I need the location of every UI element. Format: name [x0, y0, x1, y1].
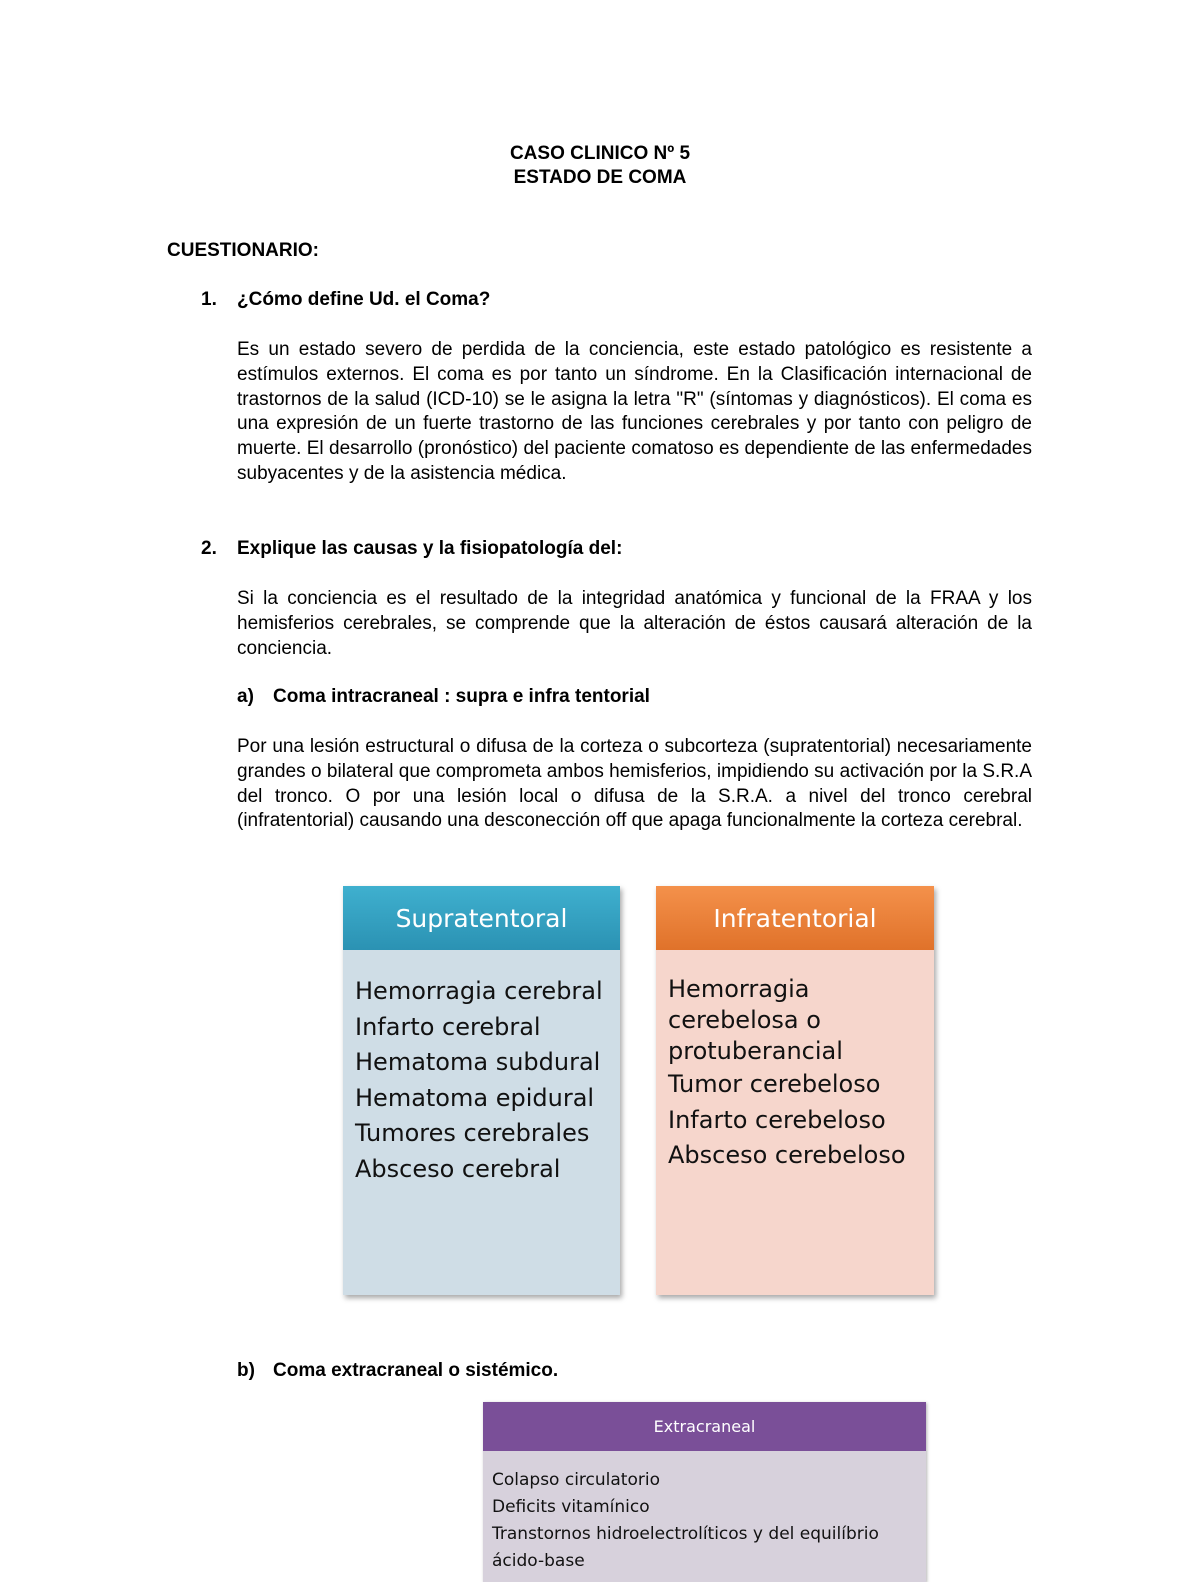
- subsection-title: Coma intracraneal : supra e infra tentorial: [273, 686, 650, 707]
- subsection-a-text: Por una lesión estructural o difusa de la corteza o subcorteza (supratentorial) necesariamente grandes o bilateral que comprometa ambos hemisferios, impidiendo su activación por la S.R.A del tronco. O por una lesión local o difusa de la S.R.A. a nivel del tronco cerebral (infratentorial) causando una desconección off que apaga funcionalmente la corteza cerebral.: [237, 736, 1032, 832]
- list-item: Tumores cerebrales: [355, 1119, 590, 1147]
- list-item: Colapso circulatorio: [492, 1470, 660, 1490]
- subsection-label: a): [237, 686, 254, 707]
- question-number: 2.: [201, 538, 217, 559]
- list-item: Infarto cerebeloso: [668, 1105, 886, 1134]
- question-text: Explique las causas y la fisiopatología del:: [237, 538, 623, 559]
- infratentorial-list: [668, 974, 908, 1174]
- section-heading: CUESTIONARIO:: [167, 240, 319, 261]
- list-item: Deficits vitamínico: [492, 1497, 650, 1517]
- infratentorial-header: Infratentorial: [656, 886, 934, 950]
- subsection-label: b): [237, 1360, 255, 1381]
- document-title: CASO CLINICO Nº 5: [509, 143, 691, 164]
- question-number: 1.: [201, 289, 217, 310]
- list-item: Tumor cerebeloso: [668, 1070, 881, 1098]
- extracraneal-body: [483, 1451, 926, 1582]
- question-text: ¿Cómo define Ud. el Coma?: [237, 289, 491, 310]
- infratentorial-body: [656, 950, 934, 1295]
- answer-1: Es un estado severo de perdida de la conciencia, este estado patológico es resistente a estímulos externos. El coma es por tanto un síndrome. En la Clasificación internacional de trastornos de la salud (ICD-10) se le asigna la letra "R" (síntomas y diagnósticos). El coma es una expresión de un fuerte trastorno de las funciones cerebrales y por tanto con peligro de muerte. El desarrollo (pronóstico) del paciente comatoso es dependiente de las enfermedades subyacentes y de la asistencia médica.: [237, 339, 1032, 484]
- list-item: Infarto cerebral: [355, 1012, 541, 1041]
- supratentorial-list: [355, 974, 603, 1187]
- infratentorial-box: [656, 886, 934, 1295]
- list-item: Hemorragia cerebral: [355, 977, 603, 1005]
- list-item: Absceso cerebral: [355, 1154, 561, 1183]
- extracraneal-list: [492, 1467, 926, 1575]
- list-item: Absceso cerebeloso: [668, 1141, 906, 1169]
- list-item: Hematoma epidural: [355, 1083, 595, 1112]
- list-item: Hematoma subdural: [355, 1048, 601, 1076]
- extracraneal-header: Extracraneal: [483, 1402, 926, 1451]
- subsection-title: Coma extracraneal o sistémico.: [273, 1360, 559, 1381]
- document-subtitle: ESTADO DE COMA: [513, 167, 687, 188]
- supratentorial-header: Supratentoral: [343, 886, 620, 950]
- list-item: Hemorragia cerebelosa o protuberancial: [668, 975, 843, 1065]
- list-item: Transtornos hidroelectrolíticos y del equilíbrio ácido-base: [492, 1524, 879, 1571]
- supratentorial-box: [343, 886, 620, 1295]
- extracraneal-box: [483, 1402, 926, 1582]
- answer-2: Si la conciencia es el resultado de la integridad anatómica y funcional de la FRAA y los hemisferios cerebrales, se comprende que la alteración de éstos causará alteración de la conciencia.: [237, 588, 1032, 659]
- supratentorial-body: [343, 950, 620, 1295]
